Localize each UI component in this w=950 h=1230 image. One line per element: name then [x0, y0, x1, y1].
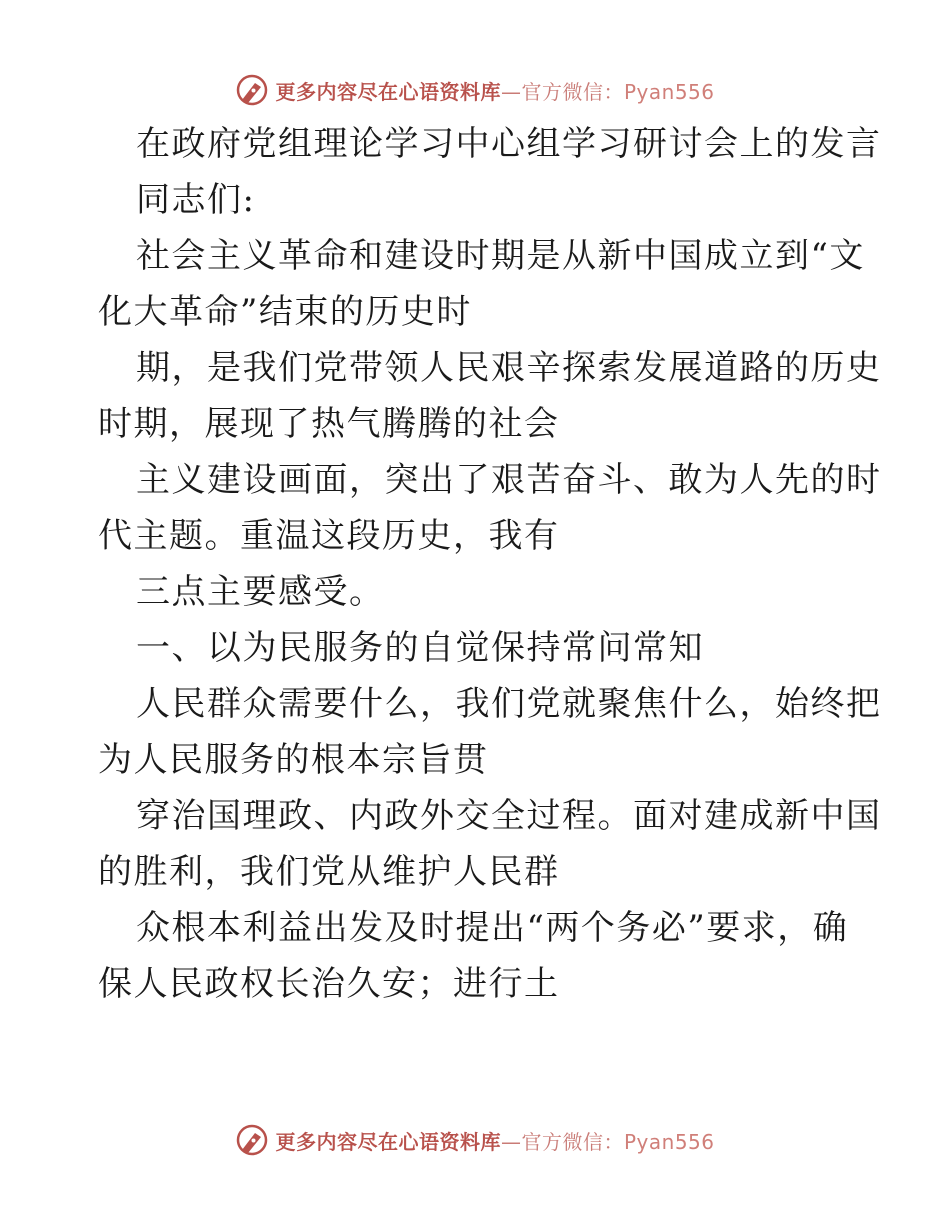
document-body	[98, 116, 882, 1012]
document-title: 在政府党组理论学习中心组学习研讨会上的发言	[136, 124, 882, 164]
paragraph-line: 三点主要感受。	[136, 572, 385, 612]
watermark-account: Pyan556	[623, 79, 715, 104]
pen-nib-circle-icon	[235, 1123, 269, 1157]
watermark-wechat-label: 官方微信：	[521, 79, 624, 104]
paragraph-line: 众根本利益出发及时提出“两个务必”要求，确	[136, 908, 849, 948]
paragraph-line: 为人民服务的根本宗旨贯	[98, 740, 489, 780]
watermark-site-name: 更多内容尽在心语资料库	[275, 1129, 501, 1154]
paragraph-line: 保人民政权长治久安；进行土	[98, 964, 560, 1004]
watermark-text	[275, 76, 714, 105]
paragraph-line: 社会主义革命和建设时期是从新中国成立到“文	[136, 236, 865, 276]
paragraph-line: 一、以为民服务的自觉保持常问常知	[136, 628, 704, 668]
watermark-footer	[0, 1118, 950, 1162]
paragraph-line: 代主题。重温这段历史，我有	[98, 516, 560, 556]
paragraph-line: 期，是我们党带领人民艰辛探索发展道路的历史	[136, 348, 882, 388]
watermark-account: Pyan556	[623, 1129, 715, 1154]
watermark-separator: —	[500, 1129, 522, 1154]
watermark-text	[275, 1126, 714, 1155]
paragraph-line: 的胜利，我们党从维护人民群	[98, 852, 560, 892]
watermark-wechat-label: 官方微信：	[521, 1129, 624, 1154]
paragraph-line: 同志们:	[136, 180, 256, 220]
paragraph-line: 化大革命”结束的历史时	[98, 292, 472, 332]
pen-nib-circle-icon	[235, 73, 269, 107]
paragraph-line: 穿治国理政、内政外交全过程。面对建成新中国	[136, 796, 882, 836]
paragraph-line: 主义建设画面，突出了艰苦奋斗、敢为人先的时	[136, 460, 882, 500]
watermark-site-name: 更多内容尽在心语资料库	[275, 79, 501, 104]
watermark-separator: —	[500, 79, 522, 104]
paragraph-line: 人民群众需要什么，我们党就聚焦什么，始终把	[136, 684, 882, 724]
paragraph-line: 时期，展现了热气腾腾的社会	[98, 404, 560, 444]
watermark-header	[0, 68, 950, 112]
